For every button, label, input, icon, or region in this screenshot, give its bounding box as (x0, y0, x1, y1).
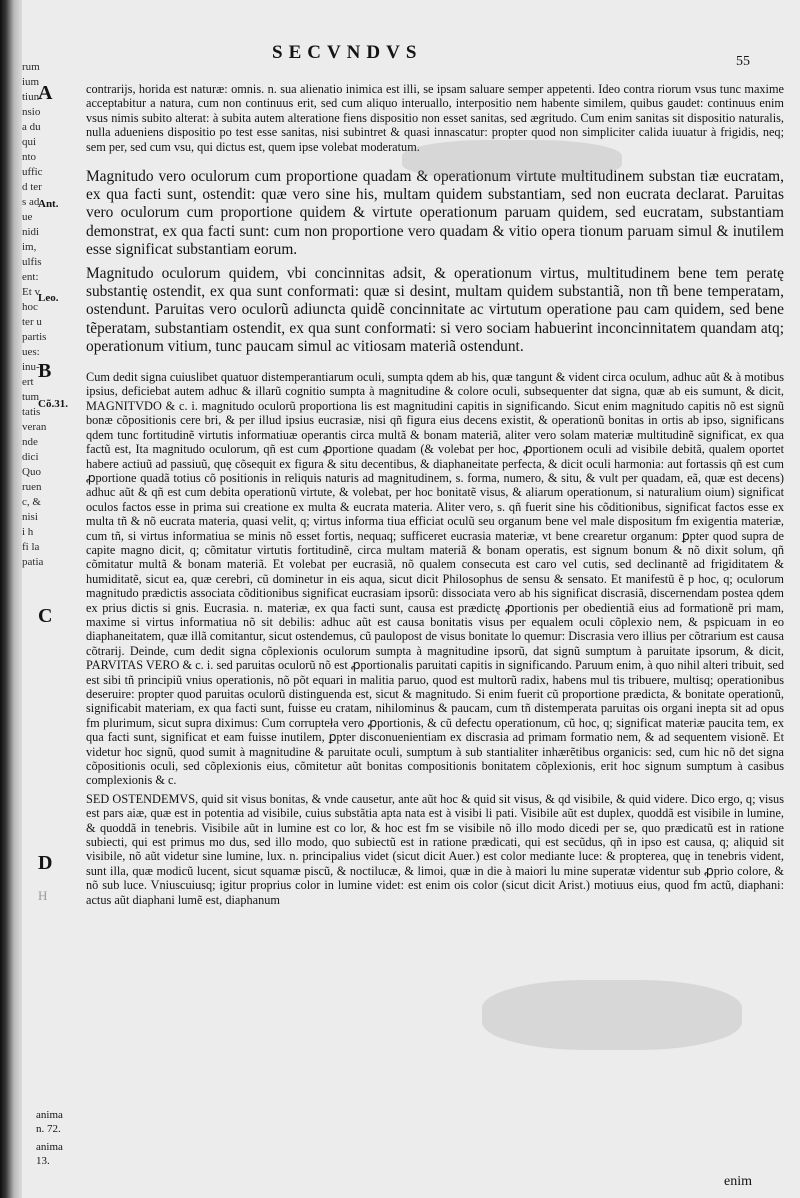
facing-page-fragment: nidi (22, 226, 40, 238)
facing-page-fragment: s ad (22, 196, 40, 208)
facing-page-fragment: im, (22, 241, 37, 253)
show-through-stain (482, 980, 742, 1050)
margin-note-anima-72 (36, 1108, 63, 1136)
facing-page-fragment: dici (22, 451, 39, 463)
margin-letter-D: D (38, 852, 53, 874)
margin-letter-B: B (38, 360, 52, 382)
facing-page-fragment: ruen (22, 481, 42, 493)
facing-page-fragment: ue (22, 211, 33, 223)
facing-page-fragment: fi la (22, 541, 40, 553)
facing-page-fragment: i h (22, 526, 34, 538)
facing-page-fragment: tum (22, 391, 40, 403)
main-text-column (86, 82, 784, 907)
paragraph-leo-translation: Magnitudo oculorum quidem, vbi concinnitas adsit, & operationum virtus, multitudinem bene tem peratę substantię ostendit, ex qua sunt conformati: quæ si desint, multam quidem substantiã, non tñ bene temperatam, ostendunt. Paruitas vero oculorũ adiuncta quidẽ concinnitate ac virtutum operatione pau cam quidem, sed bene tẽperatam, substantiam ostendit, ex qua sunt conformati: si vero sociam habuerint inconcinnitatem quandam atq; operationum vitium, tunc paucam simul ac vitiosam materiã ostendunt. (86, 265, 784, 355)
margin-label-ant: Ant. (38, 198, 59, 210)
facing-page-fragment: ter u (22, 316, 42, 328)
facing-page-fragment: rum (22, 61, 40, 73)
facing-page-fragment: tiun (22, 91, 40, 103)
facing-page-fragment: uffic (22, 166, 43, 178)
catchword: enim (724, 1174, 752, 1189)
facing-page-fragment: inu- (22, 361, 40, 373)
facing-page-fragment: ulfis (22, 256, 42, 268)
facing-page-fragment: Quo (22, 466, 41, 478)
facing-page-fragment: hoc (22, 301, 38, 313)
facing-page-fragment: d ter (22, 181, 42, 193)
paragraph-antiqua-translation: Magnitudo vero oculorum cum proportione quadam & operationum virtute multitudinem substan tiæ eucratam, ex qua facti sunt, ostendit: quæ vero sine his, multam quidem substantiam, sed non eucrata declarat. Paruitas vero oculorum cum proportione quidem & virtute operationum paruam quidem, sed eucratam, substantiam demonstrat, ex qua facti sunt: cum non proportione vero quadam & vitio opera tionum paruam simul & inutilem esse significat substantiam eorum. (86, 168, 784, 258)
page-header (22, 40, 800, 70)
note-ref: n. 72. (36, 1123, 61, 1135)
facing-page-fragment: qui (22, 136, 37, 148)
paragraph-opening: contrarijs, horida est naturæ: omnis. n. sua alienatio inimica est illi, se ipsam saluare semper appetenti. Ideo contra riorum vsus tunc maxime acceptabitur a natura, cum non continuus erit, sed cum aliquo interuallo, interpositio nem habente similem, quibus gaudet: continuus enim vsus nimis subito alterat: à subita autem alteratione fiens dispositio non esset sanitas, sed ægritudo. Cum enim sanitas sit dispositio naturalis, nulla adueniens dispositio po test esse sanitas, nisi subintret & quasi innascatur: propter quod non simpliciter calida iuuatur à frigidis, neq; sem per, sed cum vsu, qui dictus est, quem ipse volebat moderatum. (86, 82, 784, 154)
margin-label-commentary-31: Cõ.31. (38, 398, 68, 410)
margin-letter-A: A (38, 82, 53, 104)
facing-page-fragment: partis (22, 331, 47, 343)
facing-page-fragment: ues: (22, 346, 40, 358)
book-page (22, 0, 800, 1198)
facing-page-fragment: veran (22, 421, 47, 433)
note-word: anima (36, 1141, 63, 1153)
facing-page-fragment: tatis (22, 406, 41, 418)
margin-show-through-H: H (38, 888, 48, 903)
margin-label-leo: Leo. (38, 292, 59, 304)
facing-page-fragment: nisi (22, 511, 38, 523)
facing-page-fragment: ert (22, 376, 34, 388)
binding-gutter (0, 0, 22, 1198)
facing-page-edge-fragments (22, 60, 47, 570)
margin-letter-C: C (38, 605, 53, 627)
facing-page-fragment: ium (22, 76, 40, 88)
margin-note-anima-13 (36, 1140, 63, 1168)
page-number: 55 (736, 54, 750, 69)
paragraph-sed-ostendemus: SED OSTENDEMVS, quid sit visus bonitas, & vnde causetur, ante aũt hoc & quid sit visus, & qd visibile, & quid videre. Dico ergo, q; visus est pars aiæ, quæ est in potentia ad visibile, cuius substãtia apta nata est à visibi li pati. Visibile aũt est duplex, quoddã est visibile in lumine, & quoddã in tenebris. Visibile aũt in lumine est co lor, & hoc est fm se visibile nõ illo modo dicedi per se, quo prædicatũ est in ratione subiecti, qui est primus mo dus, sed illo modo, quo subiectũ est in ratione prædicati, qui est secũdus, qñ in ipso est causa, q; aliquid sit visibile, nõ aũt videtur sine lumine, lux. n. principalius videt (sicut dicit Auer.) est color mediante luce: & propterea, quę in tenebris vident, sunt illa, quæ modicũ lucent, sicut squamæ piscũ, & noctilucæ, & limoi, quæ in die à maiori lu mine superatæ videntur sub ꝓprio colore, & nõ sub luce. Vniuscuiusq; igitur proprius color in lumine videt: est enim ois color (sicut dicit Arist.) motiuus eius, quod fm actũ, diaphani: actus aũt diaphani lumẽ est, diaphanum (86, 791, 784, 907)
facing-page-fragment: ent: (22, 271, 39, 283)
paragraph-commentary: Cum dedit signa cuiuslibet quatuor distemperantiarum oculi, sumpta qdem ab his, quæ tangunt & vident circa oculum, adhuc aũt & à motibus ipsius, deficiebat autem adhuc & illarũ cognitio sumpta à magnitudine & colore oculi, subsequenter dat signa, quæ ab eis sumunt, & dicit, MAGNITVDO & c. i. magnitudo oculorũ proportiona lis est magnitudini capitis in significando. Sicut enim magnitudo capitis nõ est signũ bonæ cõpositionis cere bri, & per illud ipsius eucrasiæ, nisi qñ figura eius decens existit, & operationũ bonitas in ortis ab ipso, significans qdem tunc fortitudinẽ virtutis informatiuæ operantis circa multã & bonam materiã, aliter vero solam materiæ multitudinẽ significat, ex qua factũ est, Ita magnitudo oculorum, qñ est cum ꝓportione quadam (& volebat per hoc, ꝓportionem oculi ad visibile debitã, qualem oportet habere actiuũ ad passiuũ, quę cõsequit ex figura & situ decentibus, & diaphaneitate perfecta, & dicit oculi harmonia: aut fortassis qñ est cum ꝓportione quadã totius cõ positionis in reliquis naturis ad magnitudinem, s. forma, numero, & situ, & vult per quadam, eã, quæ est decens) adhuc aũt & qñ est cum debita operationũ virtute, & volebat, per hoc bonitatẽ visus, & aliarum operationum, si naturalium oium) significat oculos factos esse in prima sui creatione ex multa & eucrata materia. Aliter vero, s. qñ fuerit sine his cõditionibus, significat factos esse ex multa tñ & nõ eucrata materia, quasi velit, q; virtus informa tiua efficiat oculũ seu organum bene vel male dispositum fm exigentia materiæ, cum tñ, si virtus informatiua se minis nõ esset fortis, nequaq; sufficeret eucrasia materiæ, vt bene crearetur organum: ꝑpter quod supra de capite magno dicit, q; cõmitatur virtutis fortitudinẽ, circa multam materiã & bonam operatis, est signum bonum & nõ dixit solum, qñ cõmitatur multã & bonam materiã. Et volebat per eucrasiã, nõ qualem consecuta est caro vel cutis, sed declinantẽ ad frigiditatem & humiditatẽ, sicut ea, quæ cerebri, cũ dominetur in eis aqua, sicut dicit Philosophus de sensu & sensato. Et manifestũ ẽ p hoc, q; oculorum magnitudo prædictis associata cõditionibus significat eucrasiam ipsorũ: dissociata vero ab his significat discrasiã, discernendam postea qdem ex prius dictis si gnis. Eucrasia. n. materiæ, ex qua facti sunt, causa est prædictę ꝓportionis per obedientiã eius ad formationẽ pri mam, maxime si virtus informatiua nõ sit debilis: adhuc aũt est causa bonitatis visus per equalem oculi cõplexio nem, & pspicuam in eo diaphaneitatem, quæ illã comitantur, sicut ostendemus, cũ paulopost de visus bonitate lo quemur: Discrasia vero illius per cõtrarium est causa cõtrarij. Deinde, cum dedit signa cõplexionis oculorum sumpta à magnitudine ipsorũ, dat signũ sumptum à paruitate ipsorum, & dicit, PARVITAS VERO & c. i. sed paruitas oculorũ nõ est ꝓportionalis paruitati capitis in significando. Paruum enim, à quo nihil alteri tribuit, sed est sibi tñ principiũ vnius operationis, nõ põt equari in malitia paruo, quod est multorũ radix, habens mul tis tribuere, multisq; operationibus deseruire: propter quod paruitas oculorũ distinguenda est, sicut & magnitudo. Si enim fuerit cũ proportione prædicta, & bonitate operationũ, significabit materiam, ex qua facti sunt, fuisse eu cratam, nihilominus & paucam, cum tñ distemperata paruitas ois organi inepta sit ad opus fm plurimum, sicut supra diximus: Cum corrupteła vero ꝓportionis, & cũ defectu operationum, cũ hoc, q; significat materiæ paucita tem, ex qua facti sunt, significat et eam fuisse inutilem, ꝑpter disconuenientiam ex discrasia ad primam formatio nem, & ad sequentem visionẽ. Et videtur hoc signũ, quod sumit à magnitudine & paruitate oculi, sumptum à sub stantialiter inhærẽtibus organicis: sed, cum hic nõ det signa cõpositionis oculi, sed cõplexionis eius, cõmitetur aũt bonitas compositionis bonitatem cõplexionis, erit hoc signum sumptum à casibus complexionis & c. (86, 370, 784, 788)
facing-page-fragment: nsio (22, 106, 41, 118)
facing-page-fragment: nde (22, 436, 38, 448)
note-word: anima (36, 1109, 63, 1121)
facing-page-fragment: c, & (22, 496, 41, 508)
running-title: SECVNDVS (272, 42, 423, 63)
facing-page-fragment: Et v (22, 286, 41, 298)
facing-page-fragment: nto (22, 151, 37, 163)
facing-page-fragment: patia (22, 556, 44, 568)
note-ref: 13. (36, 1155, 50, 1167)
facing-page-fragment: a du (22, 121, 41, 133)
